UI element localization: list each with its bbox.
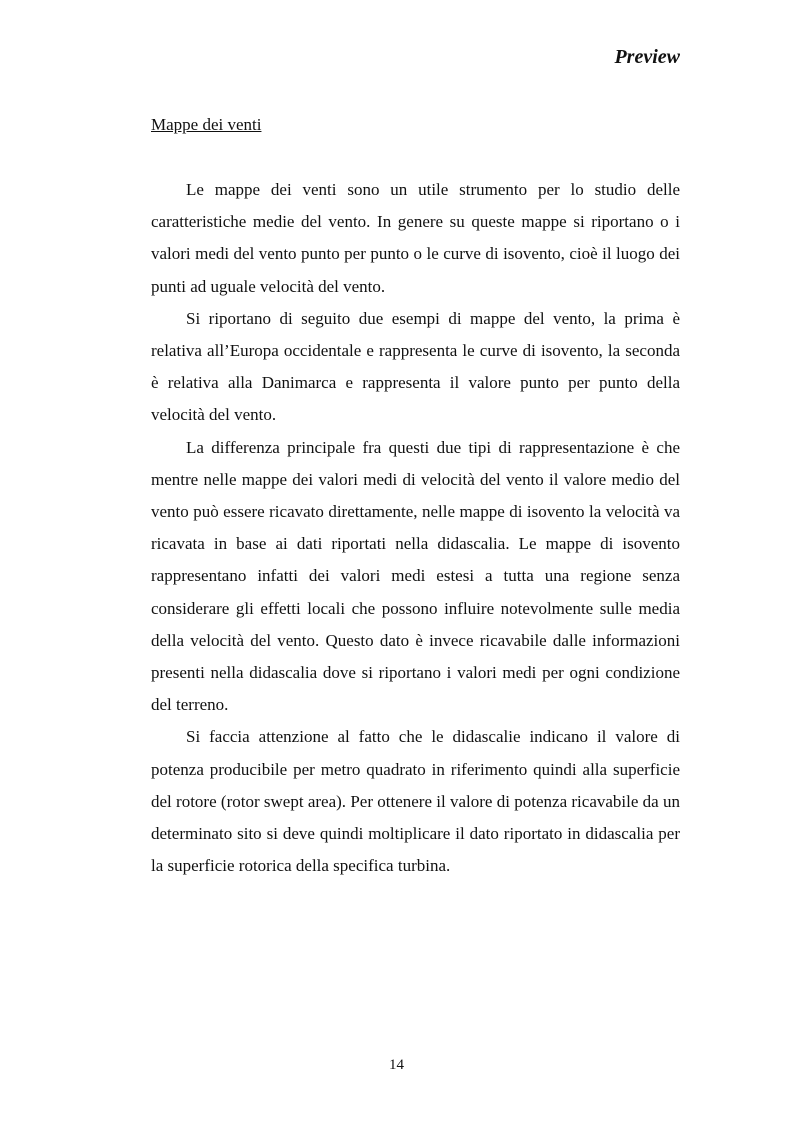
body-text (151, 174, 680, 882)
section-heading: Mappe dei venti (151, 115, 262, 134)
paragraph-1: Le mappe dei venti sono un utile strumento per lo studio delle caratteristiche medie del vento. In genere su queste mappe si riportano o i valori medi del vento punto per punto o le curve di isovento, cioè il luogo dei punti ad uguale velocità del vento. (151, 180, 680, 296)
paragraph-2: Si riportano di seguito due esempi di mappe del vento, la prima è relativa all’Europa occidentale e rappresenta le curve di isovento, la seconda è relativa alla Danimarca e rappresenta il valore punto per punto della velocità del vento. (151, 308, 680, 425)
paragraph-3: La differenza principale fra questi due tipi di rappresentazione è che mentre nelle mappe dei valori medi di velocità del vento il valore medio del vento può essere ricavato direttamente, nelle mappe di isovento la velocità va ricavata in base ai dati riportati nella didascalia. Le mappe di isovento rappresentano infatti dei valori medi estesi a tutta una regione senza considerare gli effetti locali che possono influire notevolmente sulle media della velocità del vento. Questo dato è invece ricavabile dalle informazioni presenti nella didascalia dove si riportano i valori medi per ogni condizione del terreno. (151, 437, 680, 715)
paragraph-4: Si faccia attenzione al fatto che le didascalie indicano il valore di potenza producibile per metro quadrato in riferimento quindi alla superficie del rotore (rotor swept area). Per ottenere il valore di potenza ricavabile da un determinato sito si deve quindi moltiplicare il dato riportato in didascalia per la superficie rotorica della specifica turbina. (151, 727, 680, 876)
page-number: 14 (389, 1057, 404, 1073)
running-header-title: Preview (614, 46, 680, 68)
